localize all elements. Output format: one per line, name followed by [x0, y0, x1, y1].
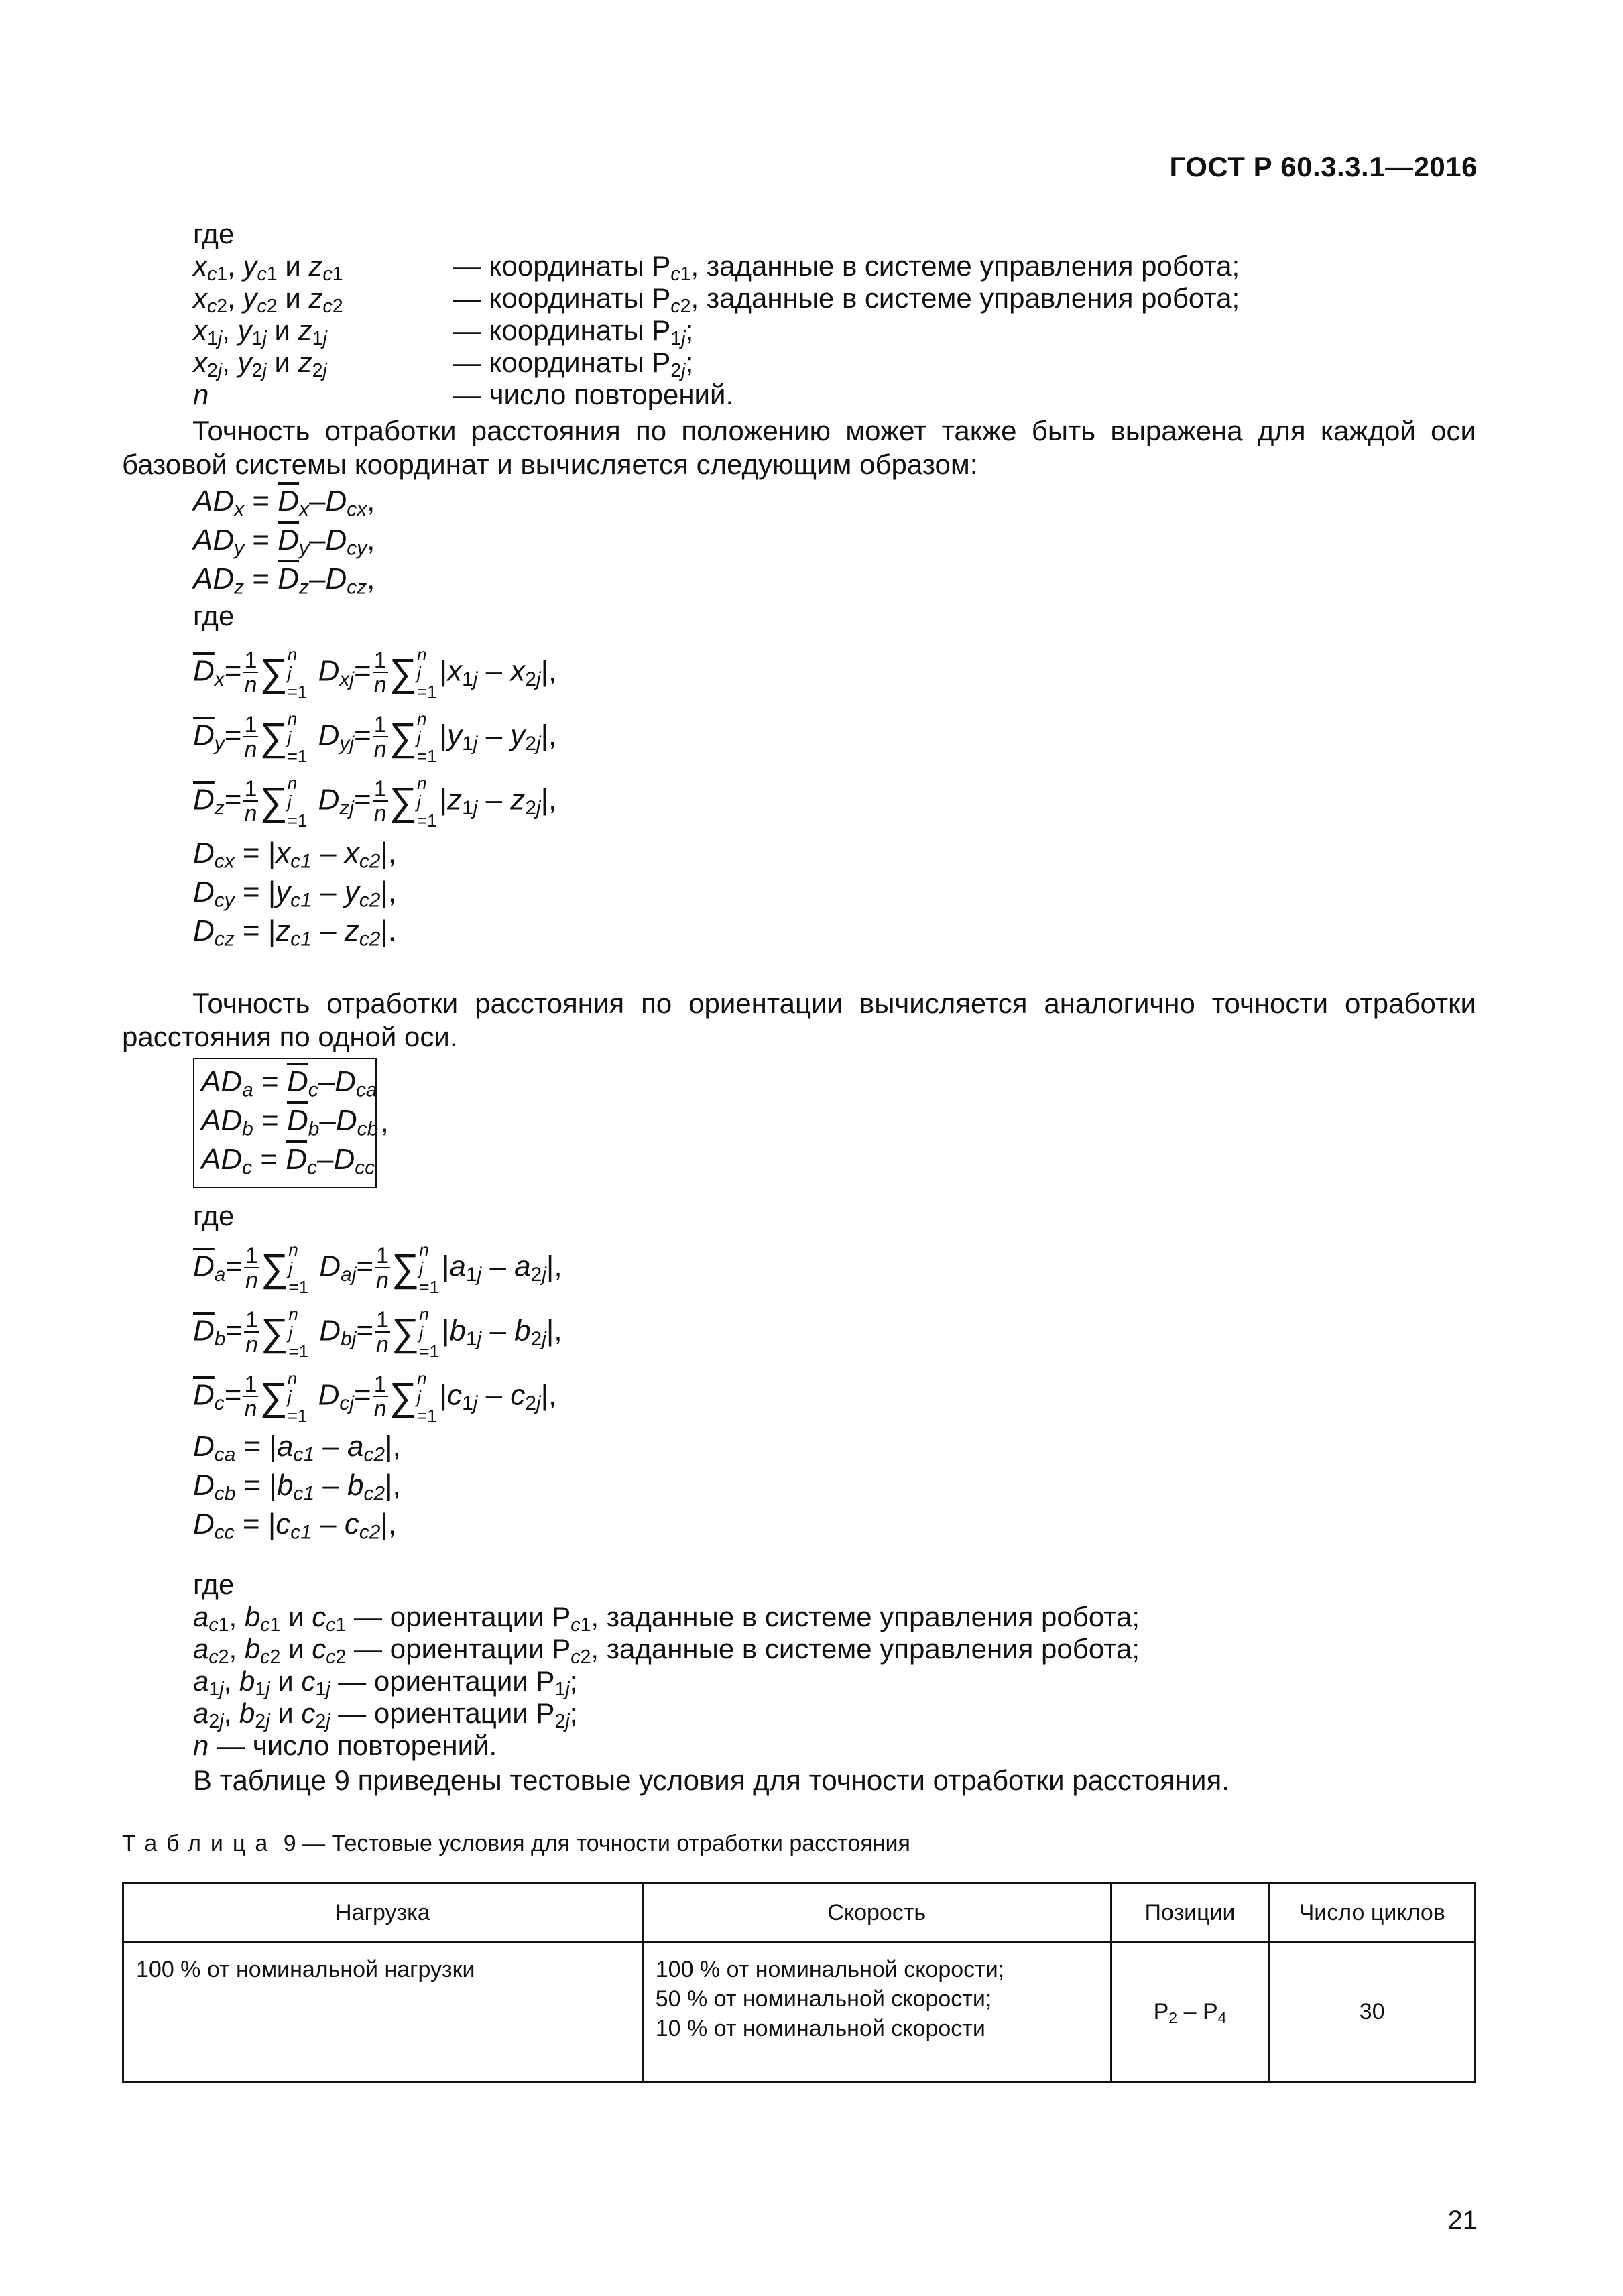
dbar-orientation-formula: $\overline{D}_b=$ $\frac{1}{n}$ ∑ n j =1 $D_{bj}=$ $\frac{1}{n}$ ∑ n j =1 $|b_{1j} - b_{2j}|$,: [193, 1304, 562, 1362]
paragraph-table-intro: В таблице 9 приведены тестовые условия для точности отработки расстояния.: [193, 1764, 1229, 1796]
paragraph-text: Точность отработки расстояния по ориентации вычисляется аналогично точности отработки расстояния по одной оси.: [122, 987, 1476, 1052]
dbar-formula: $\overline{D}_x=$ $\frac{1}{n}$ ∑ n j =1 $D_{xj}=$ $\frac{1}{n}$ ∑ n j =1 $|x_{1j} - x_{2j}|$,: [193, 644, 557, 702]
dbar-orientation-formula: $\overline{D}_c=$ $\frac{1}{n}$ ∑ n j =1 $D_{cj}=$ $\frac{1}{n}$ ∑ n j =1 $|c_{1j} - c_{2j}|$,: [193, 1368, 557, 1426]
header-cycles: Число циклов: [1269, 1884, 1476, 1942]
where-label-3: где: [193, 1200, 235, 1231]
dc-orientation-formula: $D_{ca} = |a_{c1} - a_{c2}|$,: [193, 1430, 401, 1466]
paragraph-orientation-accuracy: [122, 987, 1476, 1054]
where-label-2: где: [193, 600, 235, 631]
orientation-definition-row: $a_{2j}$, $b_{2j}$ и $c_{2j}$ — ориентации $P_{2j}$;: [193, 1697, 578, 1733]
page-number: 21: [1447, 2206, 1478, 2235]
cell-load: 100 % от номинальной нагрузки: [123, 1942, 643, 2082]
speed-line: 100 % от номинальной скорости;: [655, 1957, 1005, 1982]
dc-formula: $D_{cy} = |y_{c1} - y_{c2}|$,: [193, 875, 397, 912]
definition-symbol: $x_{2j}$, $y_{2j}$ и $z_{2j}$: [193, 347, 327, 382]
test-conditions-table: [122, 1882, 1476, 2083]
definition-symbol: $x_{1j}$, $y_{1j}$ и $z_{1j}$: [193, 314, 327, 350]
header-speed: Скорость: [642, 1884, 1111, 1942]
ad-orientation-formula: $AD_c = \overline{D}_c-D_{cc}$: [201, 1143, 375, 1179]
table-caption-text: — Тестовые условия для точности отработки расстояния: [302, 1831, 910, 1856]
ad-formula: $AD_z = \overline{D}_z-D_{cz}$,: [193, 562, 375, 599]
dc-formula: $D_{cx} = |x_{c1} - x_{c2}|$,: [193, 837, 397, 873]
where-label-1: где: [193, 218, 235, 249]
table-caption-number: 9: [283, 1831, 296, 1856]
orientation-definition-row: $a_{c2}$, $b_{c2}$ и $c_{c2}$ — ориентации $P_{c2}$, заданные в системе управления робота;: [193, 1633, 1140, 1669]
orientation-definition-row: $a_{1j}$, $b_{1j}$ и $c_{1j}$ — ориентации $P_{1j}$;: [193, 1665, 578, 1701]
dc-orientation-formula: $D_{cc} = |c_{c1} - c_{c2}|$,: [193, 1508, 397, 1544]
dbar-formula: $\overline{D}_y=$ $\frac{1}{n}$ ∑ n j =1 $D_{yj}=$ $\frac{1}{n}$ ∑ n j =1 $|y_{1j} - y_{2j}|$,: [193, 709, 557, 766]
speed-line: 10 % от номинальной скорости: [655, 2016, 985, 2041]
speed-line: 50 % от номинальной скорости;: [655, 1986, 992, 2012]
definition-text: — координаты $P_{1j}$;: [453, 314, 694, 350]
header-load: Нагрузка: [123, 1884, 643, 1942]
cell-cycles: 30: [1269, 1942, 1476, 2082]
definition-text: — координаты $P_{c1}$, заданные в системе управления робота;: [453, 250, 1240, 286]
definition-text: — координаты $P_{2j}$;: [453, 347, 694, 382]
dbar-orientation-formula: $\overline{D}_a=$ $\frac{1}{n}$ ∑ n j =1 $D_{aj}=$ $\frac{1}{n}$ ∑ n j =1 $|a_{1j} - a_{2j}|$,: [193, 1240, 562, 1297]
document-code: ГОСТ Р 60.3.3.1—2016: [1169, 151, 1478, 182]
cell-speed: [642, 1942, 1111, 2082]
ad-orientation-formula: $AD_a = \overline{D}_c-D_{ca}$: [201, 1065, 377, 1101]
definition-symbol: n: [193, 379, 209, 410]
ad-orientation-formula: $AD_b = \overline{D}_b-D_{cb}$: [201, 1104, 379, 1140]
orientation-definition-row: n — число повторений.: [193, 1730, 497, 1761]
definition-symbol: $x_{c2}$, $y_{c2}$ и $z_{c2}$: [193, 282, 343, 318]
definition-text: — координаты $P_{c2}$, заданные в системе управления робота;: [453, 282, 1240, 318]
table-row: [123, 1942, 1476, 2082]
ad-formula: $AD_x = \overline{D}_x-D_{cx}$,: [193, 485, 375, 521]
table-caption: [122, 1830, 910, 1857]
boxed-formula-comma: ,: [381, 1106, 389, 1138]
where-label-4: где: [193, 1569, 235, 1600]
header-positions: Позиции: [1111, 1884, 1269, 1942]
dc-orientation-formula: $D_{cb} = |b_{c1} - b_{c2}|$,: [193, 1469, 401, 1505]
table-header-row: [123, 1884, 1476, 1942]
table-caption-label: Таблица: [122, 1831, 278, 1856]
cell-positions: $P_2 - P_4$: [1111, 1942, 1269, 2082]
dbar-formula: $\overline{D}_z=$ $\frac{1}{n}$ ∑ n j =1 $D_{zj}=$ $\frac{1}{n}$ ∑ n j =1 $|z_{1j} - z_{2j}|$,: [193, 773, 557, 831]
dc-formula: $D_{cz} = |z_{c1} - z_{c2}|$.: [193, 914, 397, 951]
definition-symbol: $x_{c1}$, $y_{c1}$ и $z_{c1}$: [193, 250, 343, 286]
paragraph-position-accuracy: [122, 414, 1476, 481]
paragraph-text: Точность отработки расстояния по положению может также быть выражена для каждой оси базовой системы координат и вычисляется следующим образом:: [122, 415, 1476, 480]
ad-formula: $AD_y = \overline{D}_y-D_{cy}$,: [193, 524, 375, 560]
orientation-definition-row: $a_{c1}$, $b_{c1}$ и $c_{c1}$ — ориентации $P_{c1}$, заданные в системе управления робота;: [193, 1601, 1140, 1636]
definition-text: — число повторений.: [453, 379, 734, 410]
